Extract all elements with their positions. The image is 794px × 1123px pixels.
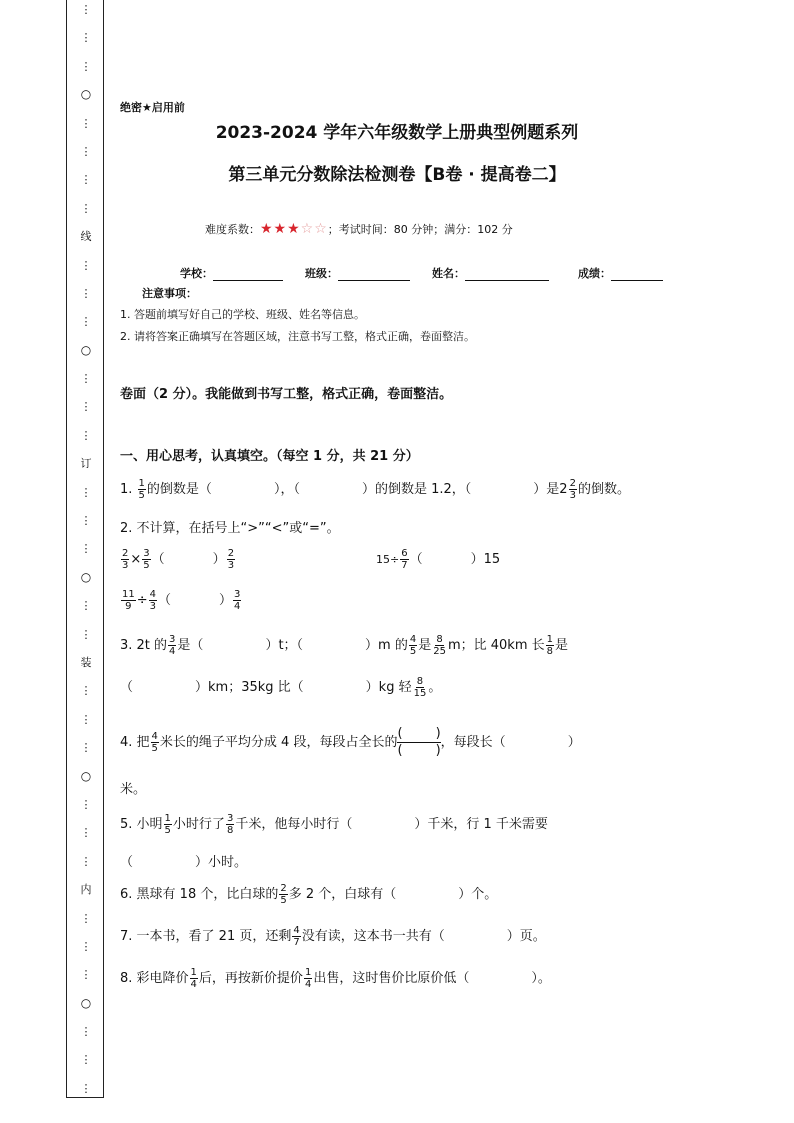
binding-circle: ○	[80, 342, 92, 357]
binding-dots: ⋮	[80, 968, 92, 982]
binding-dots: ⋮	[80, 1053, 92, 1067]
note-item: 1. 答题前填写好自己的学校、班级、姓名等信息。	[120, 308, 365, 321]
binding-dots: ⋮	[80, 173, 92, 187]
compare-b: 15÷ $\frac{6}{7}$ （ ）15	[376, 548, 501, 571]
school-label: 学校：	[180, 267, 213, 280]
binding-circle: ○	[80, 995, 92, 1010]
secret-label: 绝密★启用前	[120, 101, 185, 114]
binding-dots: ⋮	[80, 116, 92, 130]
binding-dots: ⋮	[80, 400, 92, 414]
binding-dots: ⋮	[80, 514, 92, 528]
question-2: 2. 不计算，在括号上“>”“<”或“=”。	[120, 521, 340, 536]
binding-dots: ⋮	[80, 911, 92, 925]
filled-star-icon: ★★★	[260, 221, 301, 237]
fraction-blank[interactable]: ( ) ( )	[397, 726, 441, 758]
binding-dots: ⋮	[80, 485, 92, 499]
class-line[interactable]	[338, 268, 410, 281]
binding-dots: ⋮	[80, 939, 92, 953]
binding-dots: ⋮	[80, 59, 92, 73]
compare-c: $\frac{11}{9}$ ÷ $\frac{4}{3}$ （ ） $\frac{3}{4}$	[122, 589, 241, 612]
binding-dots: ⋮	[80, 3, 92, 16]
binding-dots: ⋮	[80, 826, 92, 840]
compare-a: $\frac{2}{3}$ × $\frac{3}{5}$ （ ） $\frac{2}{3}$	[122, 548, 235, 571]
school-field[interactable]	[180, 265, 283, 281]
notes-heading: 注意事项：	[142, 287, 197, 300]
binding-dots: ⋮	[80, 428, 92, 442]
question-5-cont: （ ）小时。	[120, 855, 248, 870]
binding-circle: ○	[80, 87, 92, 102]
question-8: 8. 彩电降价 $\frac{1}{4}$ 后，再按新价提价 $\frac{1}{4}$ 出售，这时售价比原价低（ ）。	[120, 967, 551, 990]
binding-dots: ⋮	[80, 741, 92, 755]
binding-dots: ⋮	[80, 684, 92, 698]
difficulty-stars	[260, 221, 328, 237]
binding-dots: ⋮	[80, 797, 92, 811]
difficulty-label: 难度系数：	[205, 223, 260, 236]
binding-char: 装	[80, 655, 92, 669]
score-label: 成绩：	[578, 267, 611, 280]
score-field[interactable]	[578, 265, 663, 281]
binding-dots: ⋮	[80, 372, 92, 386]
binding-char: 线	[80, 230, 92, 244]
binding-char: 订	[80, 457, 92, 471]
question-4: 4. 把 $\frac{4}{5}$ 米长的绳子平均分成 4 段，每段占全长的 ( ) ( ) ，每段长（ ）	[120, 726, 581, 758]
question-4-cont: 米。	[120, 782, 147, 797]
binding-char: 内	[80, 883, 92, 897]
name-line[interactable]	[465, 268, 549, 281]
empty-star-icon: ☆☆	[300, 221, 328, 237]
exam-title: 2023-2024 学年六年级数学上册典型例题系列	[215, 123, 579, 143]
exam-time-score: ；考试时间：80 分钟；满分：102 分	[327, 223, 513, 236]
class-field[interactable]	[305, 265, 410, 281]
note-item: 2. 请将答案正确填写在答题区域，注意书写工整，格式正确，卷面整洁。	[120, 330, 475, 343]
class-label: 班级：	[305, 267, 338, 280]
binding-dots: ⋮	[80, 542, 92, 556]
binding-circle: ○	[80, 569, 92, 584]
exam-subtitle: 第三单元分数除法检测卷【B卷 · 提高卷二】	[228, 165, 566, 185]
question-6: 6. 黑球有 18 个，比白球的 $\frac{2}{5}$ 多 2 个，白球有（ ）个。	[120, 883, 498, 906]
binding-dots: ⋮	[80, 201, 92, 215]
binding-circle: ○	[80, 768, 92, 783]
neatness-line: 卷面（2 分）。我能做到书写工整，格式正确，卷面整洁。	[120, 387, 453, 402]
binding-dots: ⋮	[80, 258, 92, 272]
binding-dots: ⋮	[80, 31, 92, 45]
binding-dots: ⋮	[80, 315, 92, 329]
question-3: 3. 2t 的 $\frac{3}{4}$ 是（ ）t；（ ）m 的 $\frac{4}{5}$ 是 $\frac{8}{25}$ m；比 40km 长 $\frac{1}{8}$ 是	[120, 634, 569, 657]
binding-dots: ⋮	[80, 286, 92, 300]
name-label: 姓名：	[432, 267, 465, 280]
section-heading: 一、用心思考，认真填空。（每空 1 分，共 21 分）	[120, 449, 419, 464]
score-line[interactable]	[611, 268, 663, 281]
binding-dots: ⋮	[80, 1081, 92, 1095]
question-1: 1. $\frac{1}{5}$ 的倒数是（ ），（ ）的倒数是 1.2，（ ）是2 $\frac{2}{3}$ 的倒数。	[120, 478, 630, 501]
binding-dots: ⋮	[80, 712, 92, 726]
question-3-cont: （ ）km；35kg 比（ ）kg 轻 $\frac{8}{15}$ 。	[120, 676, 442, 699]
binding-dots: ⋮	[80, 1025, 92, 1039]
binding-dots: ⋮	[80, 627, 92, 641]
binding-dots: ⋮	[80, 599, 92, 613]
name-field[interactable]	[432, 265, 549, 281]
binding-dots: ⋮	[80, 144, 92, 158]
question-5: 5. 小明 $\frac{1}{5}$ 小时行了 $\frac{3}{8}$ 千米，他每小时行（ ）千米，行 1 千米需要	[120, 813, 548, 836]
exam-meta	[205, 221, 513, 237]
question-7: 7. 一本书，看了 21 页，还剩 $\frac{4}{7}$ 没有读，这本书一共有（ ）页。	[120, 925, 546, 948]
fraction: $\frac{1}{5}$	[138, 478, 145, 501]
fraction: $\frac{2}{3}$	[569, 478, 576, 501]
binding-dots: ⋮	[80, 854, 92, 868]
school-line[interactable]	[213, 268, 283, 281]
